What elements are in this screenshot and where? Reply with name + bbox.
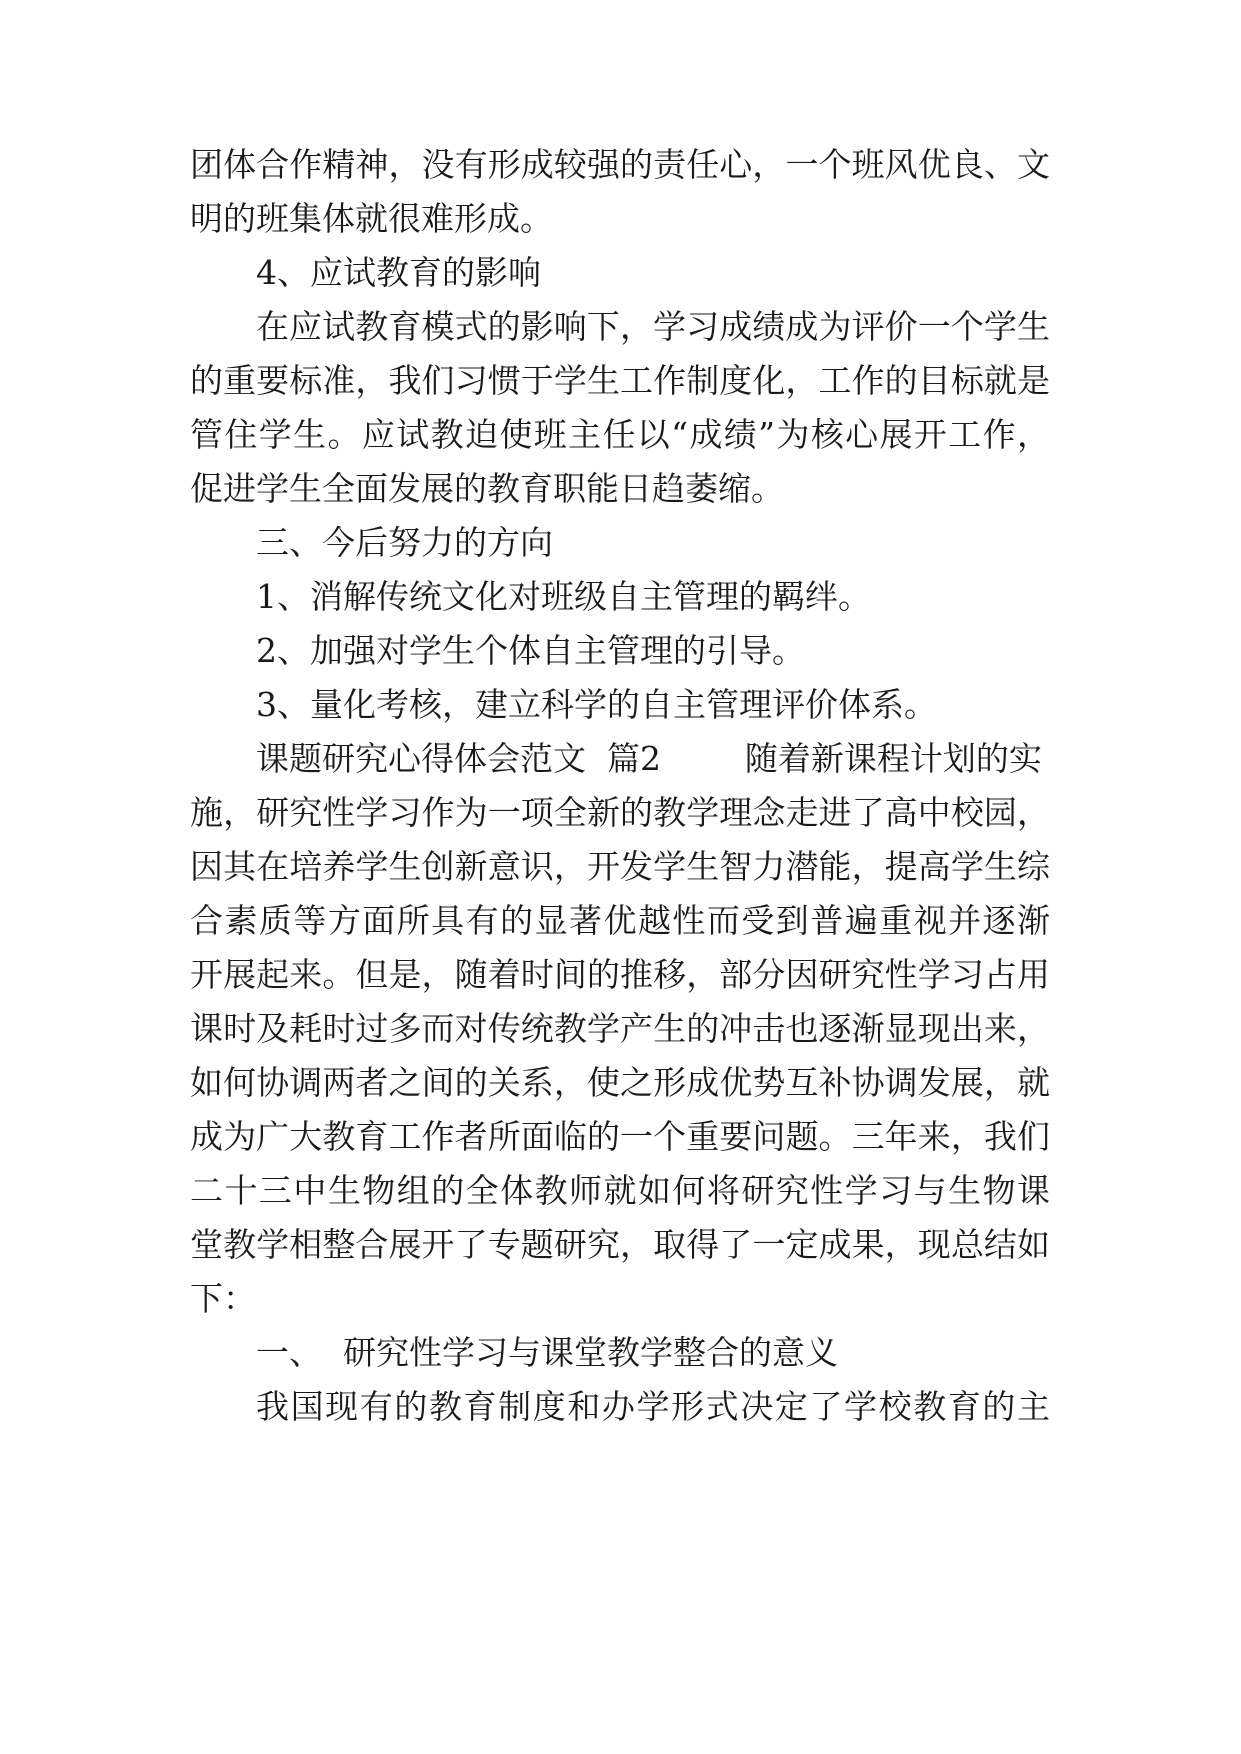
section-heading: 4、应试教育的影响 xyxy=(256,253,541,292)
text-line: 我国现有的教育制度和办学形式决定了学校教育的主 xyxy=(256,1387,1050,1426)
section-heading: 一、 研究性学习与课堂教学整合的意义 xyxy=(256,1333,838,1372)
text-line: 管住学生。应试教迫使班主任以“成绩”为核心展开工作， xyxy=(190,415,1050,454)
list-item: 3、量化考核，建立科学的自主管理评价体系。 xyxy=(256,685,937,724)
list-item: 1、消解传统文化对班级自主管理的羁绊。 xyxy=(256,577,871,616)
text-line: 课时及耗时过多而对传统教学产生的冲击也逐渐显现出来， xyxy=(190,1009,1050,1048)
text-line: 在应试教育模式的影响下，学习成绩成为评价一个学生 xyxy=(256,307,1050,346)
text-line: 二十三中生物组的全体教师就如何将研究性学习与生物课 xyxy=(190,1171,1050,1210)
text-line: 施，研究性学习作为一项全新的教学理念走进了高中校园， xyxy=(190,793,1050,832)
article-title-line: 课题研究心得体会范文 篇2 随着新课程计划的实 xyxy=(256,739,1042,778)
text-line: 合素质等方面所具有的显著优越性而受到普遍重视并逐渐 xyxy=(190,901,1050,940)
text-line: 明的班集体就很难形成。 xyxy=(190,199,553,238)
text-line: 下： xyxy=(190,1279,256,1318)
text-line: 促进学生全面发展的教育职能日趋萎缩。 xyxy=(190,469,784,508)
text-line: 如何协调两者之间的关系，使之形成优势互补协调发展，就 xyxy=(190,1063,1050,1102)
list-item: 2、加强对学生个体自主管理的引导。 xyxy=(256,631,805,670)
text-line: 团体合作精神，没有形成较强的责任心，一个班风优良、文 xyxy=(190,145,1050,184)
section-heading: 三、今后努力的方向 xyxy=(256,523,553,562)
text-line: 因其在培养学生创新意识，开发学生智力潜能，提高学生综 xyxy=(190,847,1050,886)
text-line: 开展起来。但是，随着时间的推移，部分因研究性学习占用 xyxy=(190,955,1050,994)
text-line: 的重要标准，我们习惯于学生工作制度化，工作的目标就是 xyxy=(190,361,1050,400)
text-line: 成为广大教育工作者所面临的一个重要问题。三年来，我们 xyxy=(190,1117,1050,1156)
text-line: 堂教学相整合展开了专题研究，取得了一定成果，现总结如 xyxy=(190,1225,1050,1264)
